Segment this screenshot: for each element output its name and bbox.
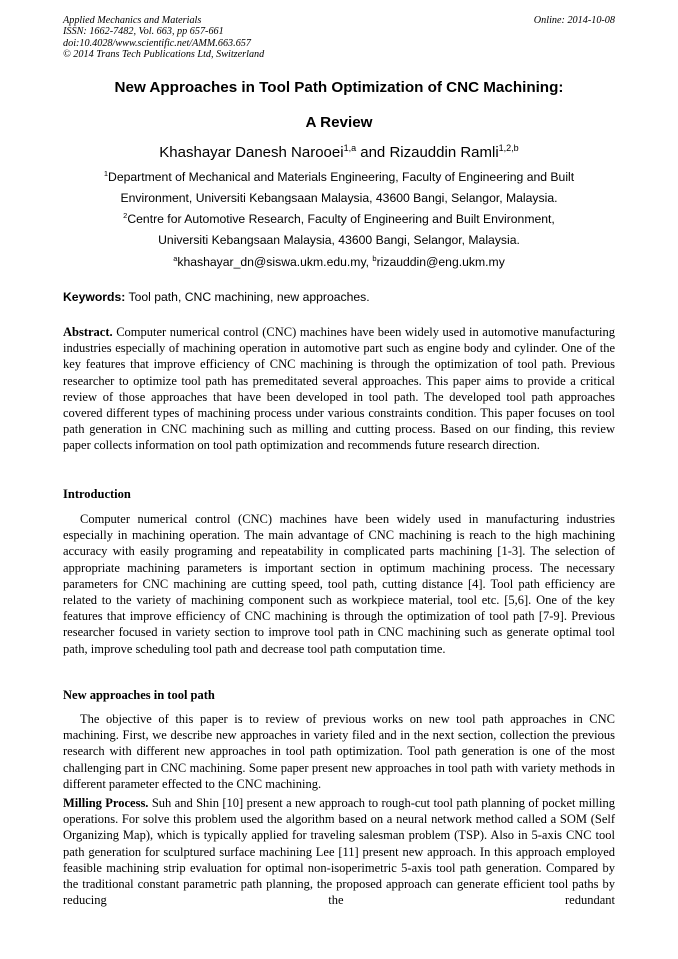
author-list	[0, 144, 678, 161]
affiliation-1-cont: Environment, Universiti Kebangsaan Malaysia, 43600 Bangi, Selangor, Malaysia.	[120, 191, 558, 205]
author-superscript: 1,2,b	[498, 143, 519, 153]
affiliation-2	[0, 212, 678, 226]
journal-header	[63, 15, 264, 61]
abstract-text: Computer numerical control (CNC) machines have been widely used in automotive manufacturing industries especially of machining operation in automotive part such as engine body and cylinder. One of the key features that improve efficiency of CNC machining is through the optimization of tool path. Previous researcher to optimize tool path has premeditated several approaches. This paper aims to provide a critical review of those approaches that have been developed in tool path. The developed tool path approaches covered different types of machining process under various constraints condition. This paper focuses on tool path generation in CNC machining such as milling and cutting process. Based on our finding, this review paper collects information on tool path optimization and recommends future research direction.	[63, 325, 615, 453]
keywords-label: Keywords:	[63, 290, 126, 304]
affiliation-superscript: 1	[103, 169, 109, 178]
keywords-text: Tool path, CNC machining, new approaches.	[125, 290, 370, 304]
affiliation-1	[0, 170, 678, 184]
milling-label: Milling Process.	[63, 796, 149, 810]
issn-line: ISSN: 1662-7482, Vol. 663, pp 657-661	[63, 26, 224, 38]
paper-title-line-2: A Review	[305, 114, 373, 131]
author-superscript: 1,a	[343, 143, 357, 153]
author-emails	[0, 255, 678, 269]
author-conjunction: and	[356, 144, 390, 161]
affiliation-text: Department of Mechanical and Materials Engineering, Faculty of Engineering and Built	[108, 170, 575, 184]
milling-text: Suh and Shin [10] present a new approach to rough-cut tool path planning of pocket milling operations. For solve this problem used the algorithm based on a neural network method called a SOM (Self Organizing Map), which is typically applied for traveling salesman problem (TSP). Also in 5-axis CNC tool path generation for sculptured surface machining Lee [11] present new approach. In this approach employed feasible machining strip evaluation for optimal non-isoperimetric 5-axis tool path generation. Compared by the traditional constant parametric path planning, the proposed approach can generate efficient tool paths by reducing the redundant	[63, 796, 615, 908]
journal-name: Applied Mechanics and Materials	[63, 15, 202, 26]
author-name: Rizauddin Ramli	[389, 144, 499, 161]
abstract	[63, 324, 615, 454]
affiliation-2-cont: Universiti Kebangsaan Malaysia, 43600 Bangi, Selangor, Malaysia.	[158, 233, 520, 247]
introduction-paragraph: Computer numerical control (CNC) machines have been widely used in manufacturing industries especially in machining operation. The main advantage of CNC machining is reach to the high machining accuracy with easily programing and repeatability in complicated parts machining [1-3]. The selection of appropriate machining parameters is important section in optimum machining process. The necessary parameters for CNC machining are cutting speed, tool path, cutting distance [4]. Tool path efficiency are related to the variety of machining component such as workpiece material, tool etc. [5,6]. One of the key features that improve efficiency of CNC machining is through the optimization of tool path [7-9]. Previous researcher focused in variety section to improve tool path in CNC machining such as generate optimal tool path, improve scheduling tool path and decrease tool path computation time.	[63, 512, 615, 656]
milling-process-paragraph	[63, 795, 615, 908]
email-link[interactable]: rizauddin@eng.ukm.my	[376, 255, 505, 269]
affiliation-text: Centre for Automotive Research, Faculty of Engineering and Built Environment,	[127, 212, 555, 226]
doi-line: doi:10.4028/www.scientific.net/AMM.663.657	[63, 37, 251, 49]
abstract-label: Abstract.	[63, 325, 113, 339]
keywords	[63, 290, 370, 304]
paper-title-line-1: New Approaches in Tool Path Optimization of CNC Machining:	[114, 79, 564, 96]
affiliation-superscript: 2	[123, 211, 128, 220]
copyright-line: © 2014 Trans Tech Publications Ltd, Switzerland	[63, 49, 265, 61]
section-heading-new-approaches: New approaches in tool path	[63, 688, 215, 702]
section-heading-introduction: Introduction	[63, 487, 131, 501]
email-superscript: a	[173, 254, 178, 263]
online-date: Online: 2014-10-08	[533, 15, 615, 26]
author-name: Khashayar Danesh Narooei	[159, 144, 344, 161]
email-superscript: b	[372, 254, 377, 263]
new-approaches-paragraph: The objective of this paper is to review of previous works on new tool path approaches in CNC machining. First, we describe new approaches in variety filed and in the next section, collection the previous research with different new approaches in tool path optimization. Tool path generation is one of the most challenging part in CNC machining. Some paper present new approaches in tool path with variety methods in different parameter effected to the CNC machining.	[63, 712, 615, 791]
email-link[interactable]: khashayar_dn@siswa.ukm.edu.my,	[177, 255, 373, 269]
